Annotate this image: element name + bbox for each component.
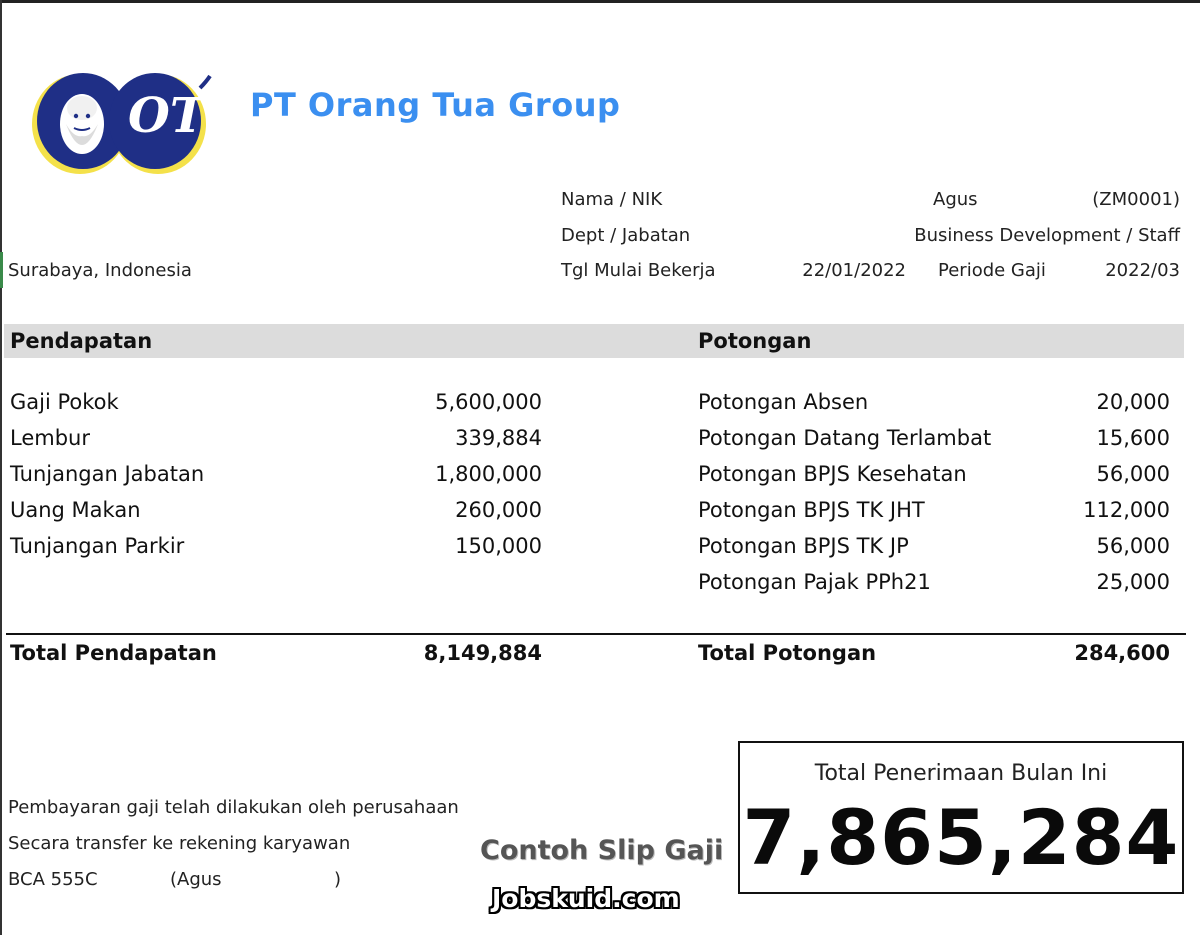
deduction-item-label: Potongan BPJS TK JP [698,534,909,558]
period-label: Periode Gaji [938,260,1046,281]
watermark-title: Contoh Slip Gaji [480,835,724,866]
account-name-close: ) [334,869,342,890]
total-deductions-label: Total Potongan [698,641,877,665]
start-date-label: Tgl Mulai Bekerja [561,260,716,281]
income-item-amount: 5,600,000 [435,390,542,414]
net-pay-label: Total Penerimaan Bulan Ini [814,761,1108,786]
deduction-item-amount: 112,000 [1083,498,1170,522]
deduction-item-amount: 15,600 [1096,426,1170,450]
total-income-label: Total Pendapatan [10,641,217,665]
cell-selection-marker [0,252,3,288]
company-name: PT Orang Tua Group [250,86,621,124]
employee-dept: Business Development / Staff [914,225,1180,246]
location-text: Surabaya, Indonesia [8,260,192,281]
bank-account: BCA 555C [8,869,98,890]
watermark-site: Jobskuid.com [492,884,680,913]
income-item-amount: 150,000 [455,534,542,558]
income-item-label: Uang Makan [10,498,141,522]
deduction-item-label: Potongan Datang Terlambat [698,426,992,450]
deduction-item-label: Potongan Pajak PPh21 [698,570,931,594]
sheet-top-border [0,0,1200,3]
name-nik-label: Nama / NIK [561,189,663,210]
deduction-item-label: Potongan Absen [698,390,869,414]
employee-nik: (ZM0001) [1092,189,1180,210]
income-item-label: Gaji Pokok [10,390,119,414]
account-name: (Agus [170,869,222,890]
employee-name: Agus [933,189,978,210]
income-item-label: Tunjangan Jabatan [10,462,205,486]
income-item-label: Tunjangan Parkir [10,534,185,558]
period-value: 2022/03 [1105,260,1180,281]
net-pay-value: 7,865,284 [742,793,1180,882]
dept-label: Dept / Jabatan [561,225,691,246]
income-item-label: Lembur [10,426,90,450]
total-income-value: 8,149,884 [423,641,542,665]
deduction-item-label: Potongan BPJS Kesehatan [698,462,967,486]
income-header: Pendapatan [10,329,153,353]
deduction-item-amount: 20,000 [1096,390,1170,414]
deduction-item-amount: 25,000 [1096,570,1170,594]
section-header-bar [4,324,1184,358]
income-item-amount: 339,884 [455,426,542,450]
sheet-left-border [0,0,2,935]
totals-divider [6,633,1186,635]
start-date-value: 22/01/2022 [802,260,906,281]
payment-note-line1: Pembayaran gaji telah dilakukan oleh perusahaan [8,797,459,818]
net-pay-box [738,741,1184,894]
deduction-item-label: Potongan BPJS TK JHT [698,498,925,522]
income-item-amount: 1,800,000 [435,462,542,486]
income-item-amount: 260,000 [455,498,542,522]
deductions-header: Potongan [698,329,812,353]
total-deductions-value: 284,600 [1074,641,1170,665]
deduction-item-amount: 56,000 [1096,462,1170,486]
logo-monogram: OT [128,88,206,144]
payment-note-line2: Secara transfer ke rekening karyawan [8,833,351,854]
deduction-item-amount: 56,000 [1096,534,1170,558]
